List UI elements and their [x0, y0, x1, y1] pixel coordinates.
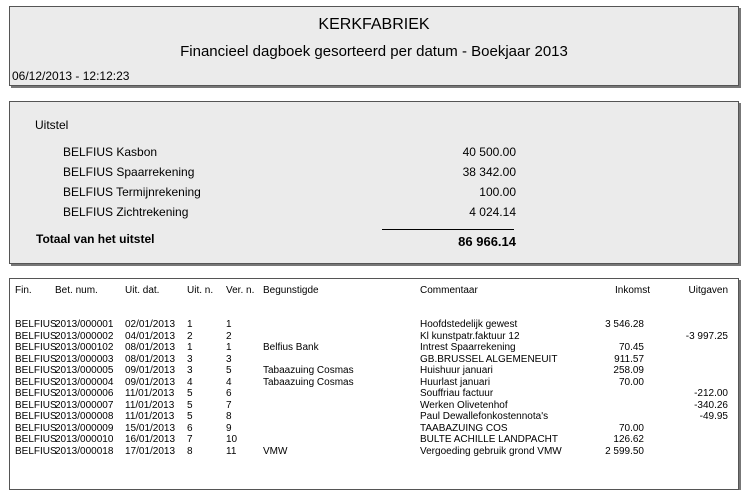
cell-uit-dat: 15/01/2013 [125, 422, 176, 434]
cell-uit-n: 1 [187, 342, 193, 353]
cell-commentaar: BULTE ACHILLE LANDPACHT [420, 434, 559, 445]
cell-begunstigde: Tabaazuing Cosmas [263, 376, 354, 388]
cell-uit-n: 5 [187, 399, 193, 411]
cell-fin: BELFIUS [15, 411, 57, 422]
cell-ver-n: 7 [226, 399, 232, 411]
cell-ver-n: 8 [226, 411, 232, 422]
cell-bet-num: 2013/000102 [55, 342, 114, 353]
cell-commentaar: Souffriau factuur [420, 388, 494, 399]
cell-uit-n: 4 [187, 376, 193, 388]
col-header-commentaar: Commentaar [420, 285, 478, 296]
cell-begunstigde: Belfius Bank [263, 342, 319, 353]
cell-bet-num: 2013/000002 [55, 330, 114, 342]
report-header [9, 6, 739, 86]
cell-inkomst: 70.45 [618, 342, 644, 353]
cell-uit-n: 7 [187, 434, 193, 445]
cell-uit-dat: 09/01/2013 [125, 365, 176, 376]
cell-inkomst: 126.62 [613, 434, 644, 445]
cell-bet-num: 2013/000008 [55, 411, 114, 422]
cell-bet-num: 2013/000006 [55, 388, 114, 399]
cell-fin: BELFIUS [15, 353, 57, 365]
report-title: KERKFABRIEK [318, 16, 430, 33]
cell-uit-dat: 04/01/2013 [125, 330, 176, 342]
total-label: Totaal van het uitstel [36, 232, 155, 246]
cell-uit-n: 3 [187, 353, 193, 365]
cell-ver-n: 1 [226, 319, 232, 330]
cell-inkomst: 258.09 [613, 365, 644, 376]
cell-ver-n: 5 [226, 365, 232, 376]
cell-commentaar: Kl kunstpatr.faktuur 12 [420, 330, 520, 342]
cell-bet-num: 2013/000003 [55, 353, 114, 365]
cell-uit-dat: 11/01/2013 [125, 388, 175, 399]
cell-uit-n: 1 [187, 319, 193, 330]
cell-begunstigde: Tabaazuing Cosmas [263, 365, 354, 376]
cell-inkomst: 70.00 [618, 422, 644, 434]
report-subtitle: Financieel dagboek gesorteerd per datum - Boekjaar 2013 [180, 43, 568, 60]
account-name: BELFIUS Kasbon [63, 145, 158, 159]
cell-commentaar: Paul Dewallefonkostennota's [420, 411, 549, 422]
col-header-uit-n: Uit. n. [187, 285, 214, 296]
account-amount: 40 500.00 [462, 145, 516, 159]
cell-inkomst: 911.57 [614, 353, 644, 365]
cell-fin: BELFIUS [15, 365, 57, 376]
col-header-inkomst: Inkomst [614, 285, 650, 296]
report-datetime: 06/12/2013 - 12:12:23 [12, 69, 130, 83]
col-header-begunstigde: Begunstigde [263, 285, 319, 296]
cell-uit-n: 5 [187, 411, 193, 422]
cell-bet-num: 2013/000001 [55, 319, 114, 330]
cell-uitgaven: -49.95 [699, 411, 728, 422]
cell-uit-dat: 09/01/2013 [125, 376, 176, 388]
cell-commentaar: Hoofdstedelijk gewest [420, 319, 518, 330]
col-header-ver-n: Ver. n. [226, 285, 255, 296]
cell-uit-n: 6 [187, 422, 193, 434]
total-divider [382, 229, 514, 230]
col-header-uit-dat: Uit. dat. [125, 285, 160, 296]
cell-fin: BELFIUS [15, 376, 57, 388]
cell-uitgaven: -212.00 [694, 388, 728, 399]
cell-fin: BELFIUS [15, 342, 57, 353]
account-amount: 4 024.14 [469, 205, 516, 219]
cell-uit-n: 2 [187, 330, 193, 342]
cell-fin: BELFIUS [15, 319, 57, 330]
cell-ver-n: 4 [226, 376, 232, 388]
cell-uit-dat: 08/01/2013 [125, 353, 176, 365]
cell-uit-dat: 16/01/2013 [125, 434, 176, 445]
cell-uit-dat: 11/01/2013 [125, 411, 175, 422]
cell-inkomst: 3 546.28 [605, 319, 644, 330]
cell-uit-n: 3 [187, 365, 193, 376]
cell-fin: BELFIUS [15, 422, 57, 434]
cell-ver-n: 3 [226, 353, 232, 365]
account-name: BELFIUS Termijnrekening [63, 185, 201, 199]
cell-uit-n: 8 [187, 445, 193, 457]
cell-bet-num: 2013/000007 [55, 399, 114, 411]
cell-ver-n: 10 [226, 434, 238, 445]
account-amount: 100.00 [479, 185, 516, 199]
cell-commentaar: TAABAZUING COS [420, 422, 508, 434]
cell-ver-n: 2 [226, 330, 232, 342]
account-amount: 38 342.00 [462, 165, 516, 179]
carryover-summary [9, 101, 739, 264]
total-amount: 86 966.14 [458, 234, 516, 249]
summary-label: Uitstel [35, 118, 69, 132]
cell-uit-dat: 11/01/2013 [125, 399, 175, 411]
col-header-fin: Fin. [15, 285, 32, 296]
journal-table [9, 278, 739, 490]
cell-uitgaven: -3 997.25 [685, 330, 728, 342]
account-name: BELFIUS Zichtrekening [63, 205, 189, 219]
cell-inkomst: 70.00 [618, 376, 644, 388]
cell-commentaar: Huurlast januari [420, 376, 491, 388]
cell-ver-n: 6 [226, 388, 232, 399]
cell-bet-num: 2013/000010 [55, 434, 114, 445]
cell-inkomst: 2 599.50 [605, 445, 644, 457]
cell-fin: BELFIUS [15, 330, 57, 342]
cell-fin: BELFIUS [15, 399, 57, 411]
cell-commentaar: Intrest Spaarrekening [420, 342, 516, 353]
cell-uitgaven: -340.26 [694, 399, 728, 411]
col-header-bet-num: Bet. num. [55, 285, 98, 296]
cell-commentaar: Werken Olivetenhof [420, 399, 508, 411]
cell-bet-num: 2013/000005 [55, 365, 114, 376]
cell-ver-n: 9 [226, 422, 232, 434]
cell-commentaar: Huishuur januari [420, 365, 493, 376]
cell-ver-n: 11 [226, 445, 237, 457]
account-name: BELFIUS Spaarrekening [63, 165, 195, 179]
cell-fin: BELFIUS [15, 434, 57, 445]
table-row [10, 446, 738, 459]
cell-uit-dat: 02/01/2013 [125, 319, 176, 330]
cell-fin: BELFIUS [15, 388, 57, 399]
cell-begunstigde: VMW [263, 445, 288, 457]
cell-bet-num: 2013/000018 [55, 445, 114, 457]
cell-fin: BELFIUS [15, 445, 57, 457]
cell-bet-num: 2013/000009 [55, 422, 114, 434]
cell-uit-n: 5 [187, 388, 193, 399]
cell-uit-dat: 17/01/2013 [125, 445, 176, 457]
cell-ver-n: 1 [226, 342, 232, 353]
cell-commentaar: Vergoeding gebruik grond VMW [420, 445, 562, 457]
cell-commentaar: GB.BRUSSEL ALGEMENEUIT [420, 353, 558, 365]
cell-bet-num: 2013/000004 [55, 376, 114, 388]
cell-uit-dat: 08/01/2013 [125, 342, 176, 353]
col-header-uitgaven: Uitgaven [688, 285, 728, 296]
